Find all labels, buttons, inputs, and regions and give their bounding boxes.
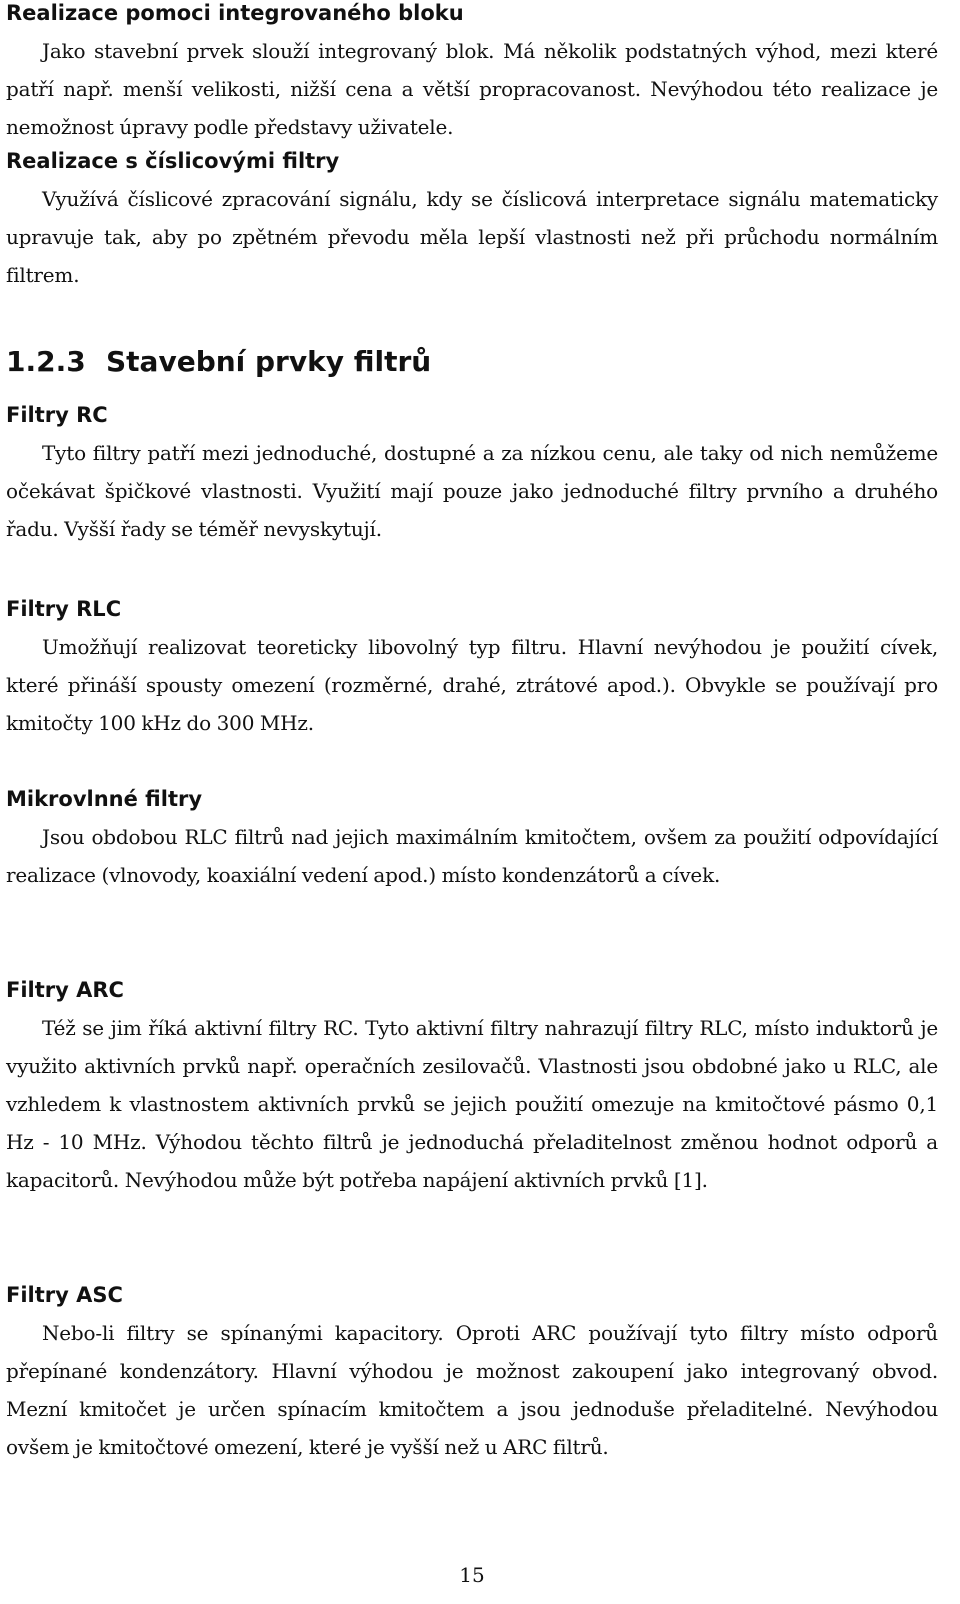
block-filter-arc — [6, 971, 938, 1199]
paragraph-digital: Využívá číslicové zpracování signálu, kdy se číslicová interpretace signálu matematicky upravuje tak, aby po zpětném převodu měla lepší vlastnosti než při průchodu normálním filtrem. — [6, 187, 938, 287]
filter-heading-arc: Filtry ARC — [6, 978, 124, 1002]
section-title: Stavební prvky filtrů — [106, 345, 432, 378]
filter-text-rc: Tyto filtry patří mezi jednoduché, dostupné a za nízkou cenu, ale taky od nich nemůžeme očekávat špičkové vlastnosti. Využití mají pouze jako jednoduché filtry prvního a druhého řadu. Vyšší řady se téměř nevyskytují. — [6, 441, 938, 541]
block-filter-rc — [6, 396, 938, 548]
paragraph-integrated: Jako stavební prvek slouží integrovaný blok. Má několik podstatných výhod, mezi které patří např. menší velikosti, nižší cena a větší propracovanost. Nevýhodou této realizace je nemožnost úpravy podle představy uživatele. — [6, 39, 938, 139]
filter-text-asc: Nebo-li filtry se spínanými kapacitory. Oproti ARC používají tyto filtry místo odporů přepínané kondenzátory. Hlavní výhodou je možnost zakoupení jako integrovaný obvod. Mezní kmitočet je určen spínacím kmitočtem a jsou jednoduše přeladitelné. Nevýhodou ovšem je kmitočtové omezení, které je vyšší než u ARC filtrů. — [6, 1321, 938, 1459]
page-number: 15 — [459, 1563, 485, 1587]
paragraph-heading-digital: Realizace s číslicovými filtry — [6, 149, 340, 173]
filter-heading-asc: Filtry ASC — [6, 1283, 123, 1307]
filter-heading-microwave: Mikrovlnné filtry — [6, 787, 203, 811]
section-number: 1.2.3 — [6, 345, 86, 378]
filter-text-rlc: Umožňují realizovat teoreticky libovolný typ filtru. Hlavní nevýhodou je použití cívek, které přináší spousty omezení (rozměrné, drahé, ztrátové apod.). Obvykle se používají pro kmitočty 100 kHz do 300 MHz. — [6, 635, 938, 735]
block-integrated — [6, 0, 938, 146]
paragraph-heading-integrated: Realizace pomoci integrovaného bloku — [6, 1, 464, 25]
section-heading — [6, 342, 938, 382]
filter-text-arc: Též se jim říká aktivní filtry RC. Tyto aktivní filtry nahrazují filtry RLC, místo induktorů je využito aktivních prvků např. operačních zesilovačů. Vlastnosti jsou obdobné jako u RLC, ale vzhledem k vlastnostem aktivních prvků se jejich použití omezuje na kmitočtové pásmo 0,1 Hz - 10 MHz. Výhodou těchto filtrů je jednoduchá přeladitelnost změnou hodnot odporů a kapacitorů. Nevýhodou může být potřeba napájení aktivních prvků [1]. — [6, 1016, 938, 1192]
block-digital — [6, 142, 938, 294]
block-filter-asc — [6, 1276, 938, 1466]
filter-text-microwave: Jsou obdobou RLC filtrů nad jejich maximálním kmitočtem, ovšem za použití odpovídající realizace (vlnovody, koaxiální vedení apod.) místo kondenzátorů a cívek. — [6, 825, 938, 887]
filter-heading-rc: Filtry RC — [6, 403, 108, 427]
block-filter-microwave — [6, 780, 938, 894]
block-filter-rlc — [6, 590, 938, 742]
filter-heading-rlc: Filtry RLC — [6, 597, 122, 621]
